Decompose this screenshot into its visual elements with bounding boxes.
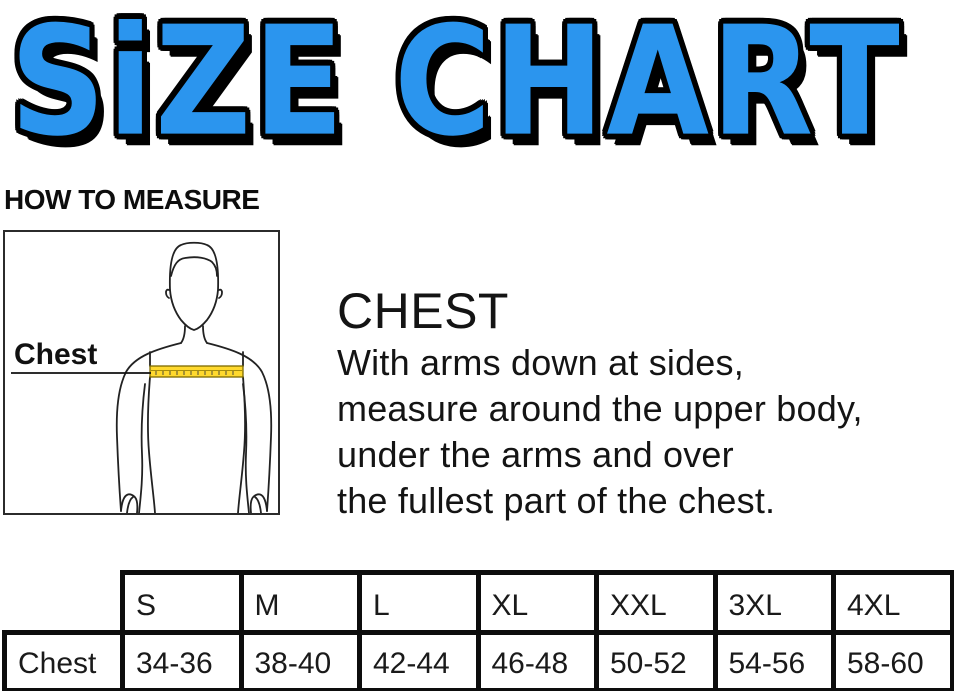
neck-right <box>203 326 207 343</box>
how-to-measure-heading: HOW TO MEASURE <box>4 184 260 215</box>
left-hand <box>121 494 137 513</box>
right-ear <box>219 290 222 298</box>
size-column-header: 4XL <box>834 573 953 633</box>
hairline <box>171 257 217 276</box>
chest-value-cell: 50-52 <box>597 633 716 691</box>
size-table <box>2 570 954 691</box>
head-outline <box>170 243 218 330</box>
page-title: SiZE CHART <box>10 0 902 170</box>
right-torso-side <box>238 377 245 513</box>
chest-value-cell: 38-40 <box>241 633 360 691</box>
chest-value-cell: 34-36 <box>123 633 242 691</box>
chest-pointer-label: Chest <box>14 338 98 371</box>
size-column-header: S <box>123 573 242 633</box>
chest-instructions <box>337 284 863 524</box>
instruction-line: With arms down at sides, <box>337 342 744 383</box>
size-column-header: 3XL <box>715 573 834 633</box>
size-column-header: M <box>241 573 360 633</box>
measuring-tape <box>150 366 243 377</box>
chest-heading: CHEST <box>337 283 509 339</box>
size-column-header: XXL <box>597 573 716 633</box>
neck-left <box>181 326 185 343</box>
chest-value-cell: 46-48 <box>478 633 597 691</box>
left-torso-side <box>148 377 155 513</box>
measurement-diagram-box <box>3 230 280 515</box>
size-column-header: L <box>360 573 479 633</box>
torso-measure-diagram <box>5 232 278 513</box>
size-column-header: XL <box>478 573 597 633</box>
chest-value-cell: 58-60 <box>834 633 953 691</box>
row-label-cell: Chest <box>5 633 123 691</box>
chest-values-row <box>5 633 953 691</box>
corner-cell <box>5 573 123 633</box>
instruction-line: measure around the upper body, <box>337 388 863 429</box>
instruction-line: the fullest part of the chest. <box>337 480 776 521</box>
size-header-row <box>5 573 953 633</box>
chest-value-cell: 54-56 <box>715 633 834 691</box>
instruction-line: under the arms and over <box>337 434 734 475</box>
right-hand <box>251 494 267 513</box>
left-ear <box>166 290 169 298</box>
size-table-section <box>2 570 954 691</box>
chest-value-cell: 42-44 <box>360 633 479 691</box>
left-inner-arm <box>139 384 145 513</box>
